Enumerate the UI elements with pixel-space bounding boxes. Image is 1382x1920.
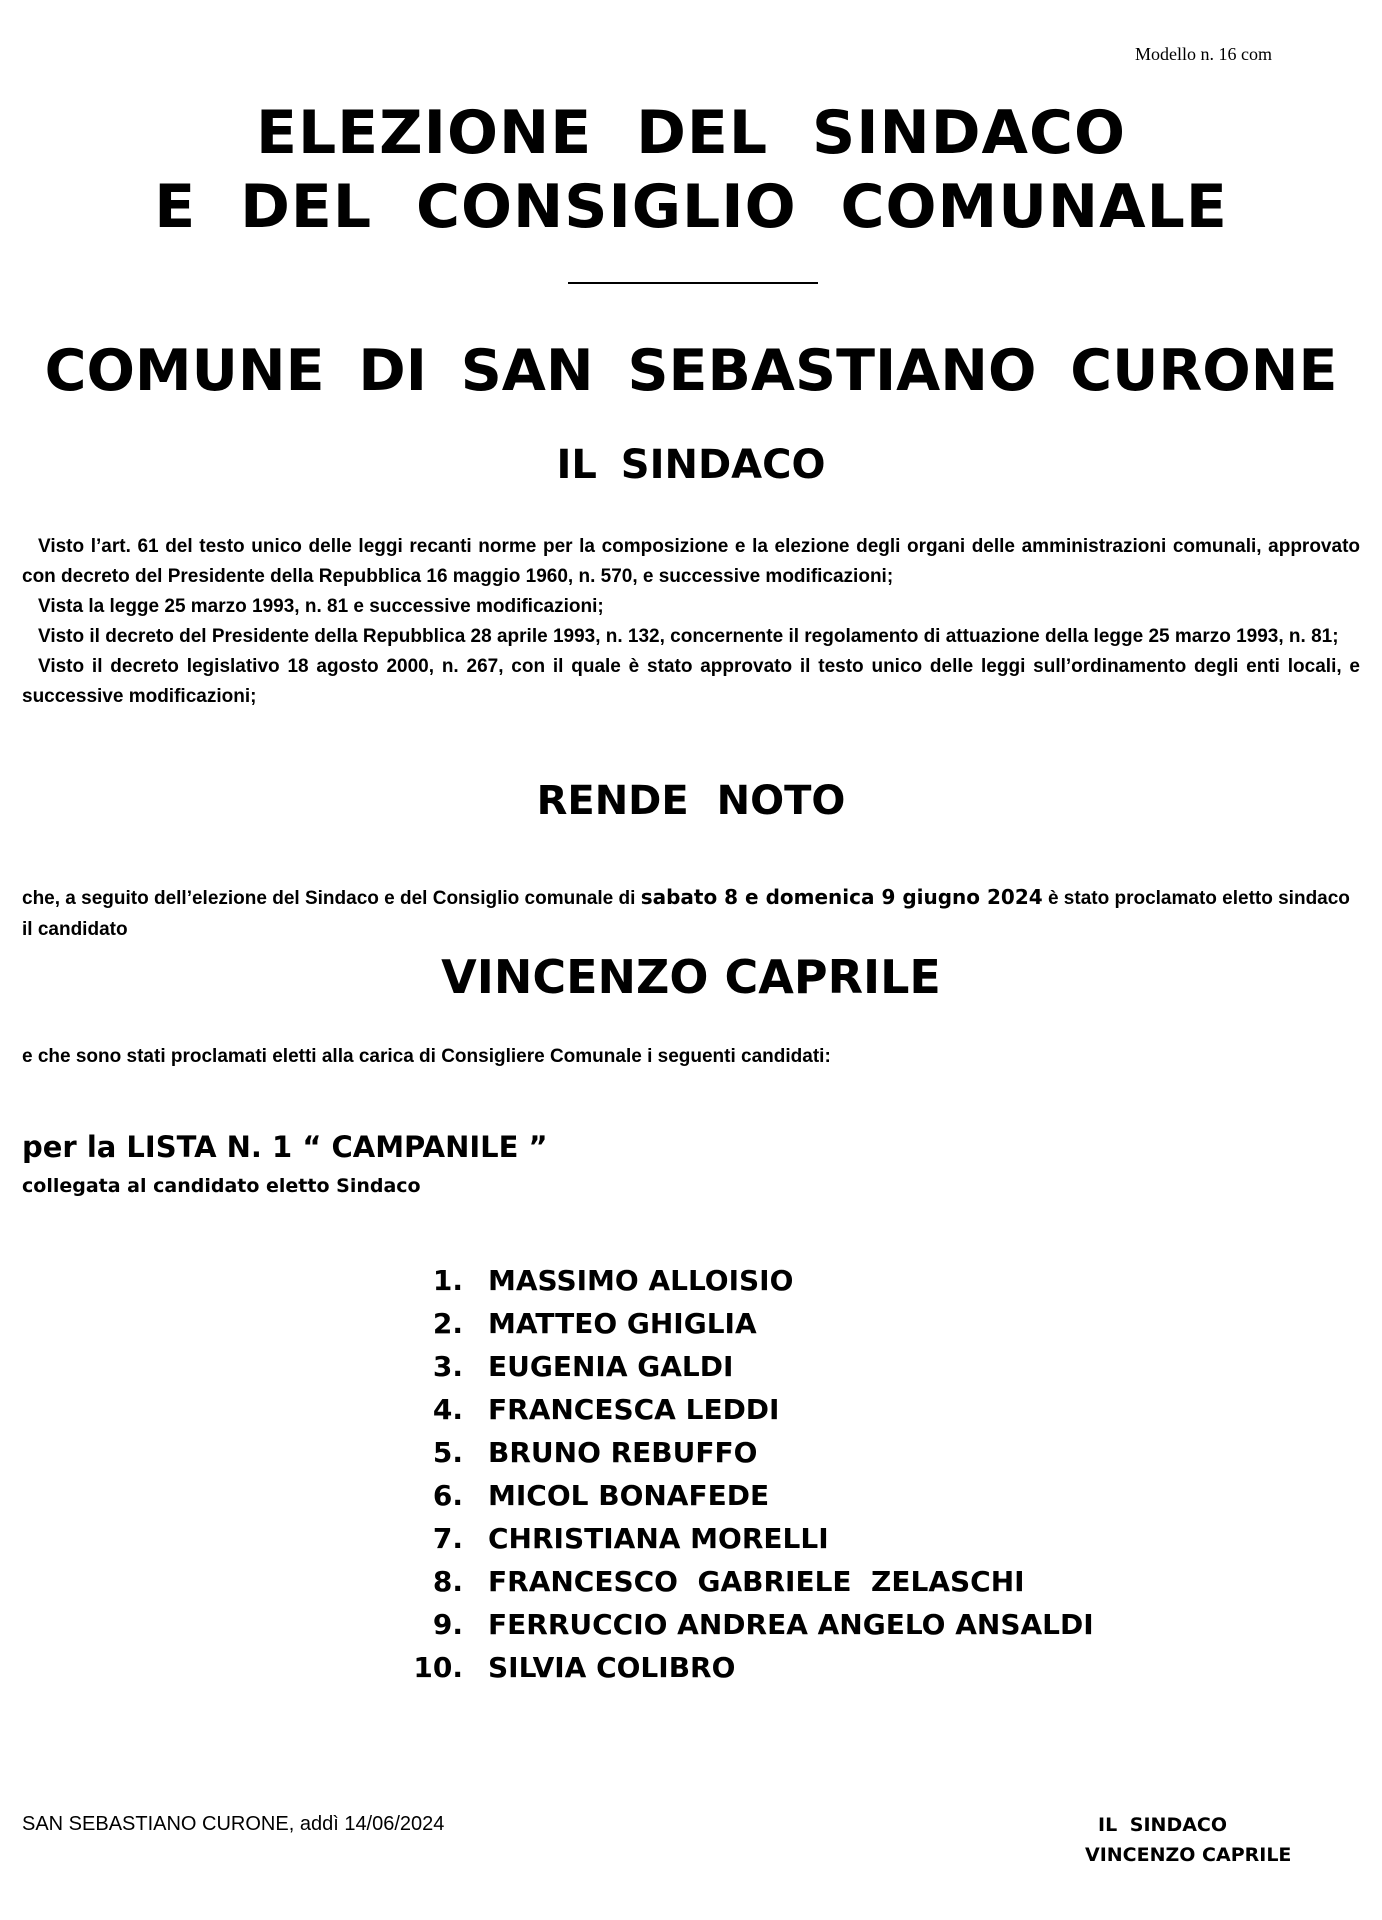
- candidate-number: 6.: [432, 1479, 463, 1512]
- candidate-list: [400, 1264, 1200, 1694]
- premise-paragraph: Vista la legge 25 marzo 1993, n. 81 e successive modificazioni;: [38, 596, 604, 617]
- candidate-name: CHRISTIANA MORELLI: [488, 1522, 829, 1555]
- candidate-number: 7.: [432, 1522, 463, 1555]
- candidate-name: FRANCESCO GABRIELE ZELASCHI: [488, 1565, 1025, 1598]
- candidate-item: [400, 1307, 1200, 1350]
- candidate-name: BRUNO REBUFFO: [488, 1436, 758, 1469]
- signature-title: IL SINDACO: [1098, 1814, 1228, 1836]
- legal-premises: [22, 532, 1360, 712]
- candidate-number: 5.: [432, 1436, 463, 1469]
- candidate-number: 10.: [413, 1651, 463, 1684]
- title-line-1: ELEZIONE DEL SINDACO: [255, 98, 1127, 168]
- premise-paragraph: Visto il decreto legislativo 18 agosto 2000, n. 267, con il quale è stato approvato il testo unico delle leggi sull’ordinamento degli enti locali, e successive modificazioni;: [22, 656, 1360, 707]
- candidate-name: EUGENIA GALDI: [488, 1350, 734, 1383]
- candidate-name: MICOL BONAFEDE: [488, 1479, 770, 1512]
- candidate-item: [400, 1565, 1200, 1608]
- announcement-intro: che, a seguito dell’elezione del Sindaco e del Consiglio comunale di: [22, 888, 636, 909]
- candidate-number: 1.: [432, 1264, 463, 1297]
- announcement-paragraph: [22, 882, 1360, 945]
- title-line-2: E DEL CONSIGLIO COMUNALE: [154, 172, 1228, 242]
- title-divider: [568, 282, 818, 284]
- candidate-name: MATTEO GHIGLIA: [488, 1307, 757, 1340]
- premise-paragraph: Visto il decreto del Presidente della Repubblica 28 aprile 1993, n. 132, concernente il regolamento di attuazione della legge 25 marzo 1993, n. 81;: [38, 626, 1339, 647]
- candidate-name: FRANCESCA LEDDI: [488, 1393, 780, 1426]
- mayor-heading: IL SINDACO: [556, 442, 826, 488]
- list-title: per la LISTA N. 1 “ CAMPANILE ”: [22, 1130, 548, 1164]
- candidate-name: SILVIA COLIBRO: [488, 1651, 736, 1684]
- candidate-name: MASSIMO ALLOISIO: [488, 1264, 794, 1297]
- election-date: sabato 8 e domenica 9 giugno 2024: [640, 885, 1043, 909]
- candidate-number: 3.: [432, 1350, 463, 1383]
- candidate-number: 9.: [432, 1608, 463, 1641]
- candidate-item: [400, 1608, 1200, 1651]
- candidate-number: 4.: [432, 1393, 463, 1426]
- municipality-name: COMUNE DI SAN SEBASTIANO CURONE: [44, 338, 1338, 404]
- candidate-item: [400, 1264, 1200, 1307]
- candidate-item: [400, 1350, 1200, 1393]
- candidate-item: [400, 1651, 1200, 1694]
- proclaimed-councillors-text: e che sono stati proclamati eletti alla carica di Consigliere Comunale i seguenti candidati:: [22, 1046, 831, 1067]
- candidate-number: 8.: [432, 1565, 463, 1598]
- candidate-number: 2.: [432, 1307, 463, 1340]
- signature-name: VINCENZO CAPRILE: [1085, 1844, 1292, 1866]
- place-and-date: SAN SEBASTIANO CURONE, addì 14/06/2024: [22, 1813, 445, 1835]
- candidate-item: [400, 1479, 1200, 1522]
- premise-paragraph: Visto l’art. 61 del testo unico delle leggi recanti norme per la composizione e la elezione degli organi delle amministrazioni comunali, approvato con decreto del Presidente della Repubblica 16 maggio 1960, n. 570, e successive modificazioni;: [22, 536, 1360, 587]
- candidate-name: FERRUCCIO ANDREA ANGELO ANSALDI: [488, 1608, 1094, 1641]
- candidate-item: [400, 1522, 1200, 1565]
- rende-noto-heading: RENDE NOTO: [536, 778, 846, 824]
- candidate-item: [400, 1436, 1200, 1479]
- form-model-number: Modello n. 16 com: [1135, 44, 1272, 64]
- announcement-outro: è stato proclamato eletto sindaco il candidato: [22, 888, 1350, 940]
- candidate-item: [400, 1393, 1200, 1436]
- elected-mayor-name: VINCENZO CAPRILE: [441, 950, 941, 1004]
- list-subtitle: collegata al candidato eletto Sindaco: [22, 1175, 421, 1197]
